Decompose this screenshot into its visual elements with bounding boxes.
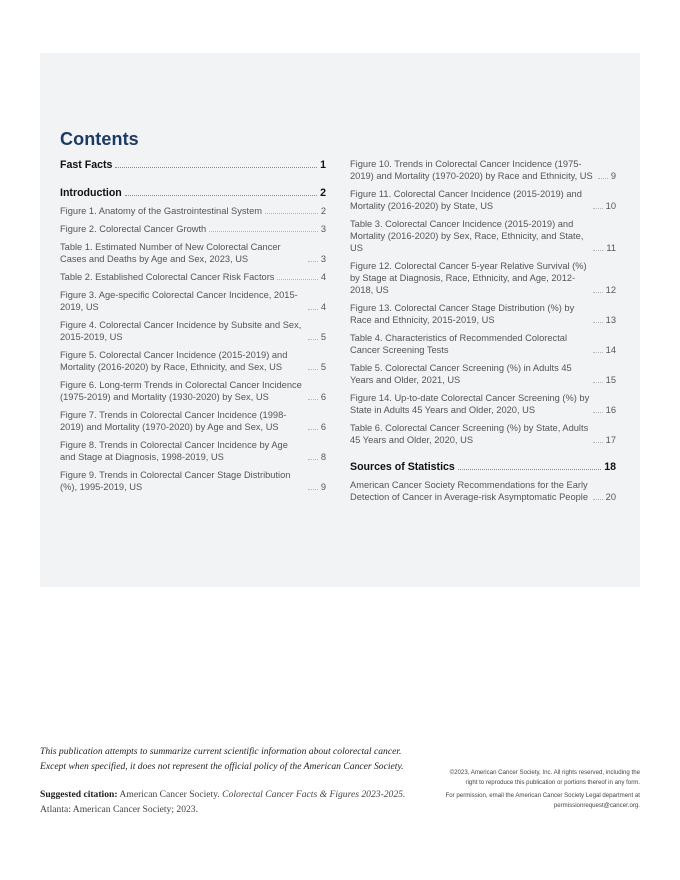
dot-leader	[598, 178, 608, 179]
toc-column-left	[60, 158, 326, 499]
toc-entry[interactable]	[60, 379, 326, 403]
toc-entry[interactable]	[60, 205, 326, 217]
toc-entry-title: Figure 3. Age-specific Colorectal Cancer Incidence, 2015-2019, US	[60, 290, 298, 312]
toc-entry-page: 6	[320, 422, 326, 432]
toc-entry-page: 8	[320, 452, 326, 462]
toc-entry-title: Table 5. Colorectal Cancer Screening (%) in Adults 45 Years and Older, 2021, US	[350, 363, 572, 385]
dot-leader	[125, 195, 317, 196]
toc-entry-title: Figure 13. Colorectal Cancer Stage Distribution (%) by Race and Ethnicity, 2015-2019, US	[350, 303, 575, 325]
dot-leader	[308, 261, 318, 262]
toc-entry[interactable]	[60, 409, 326, 433]
dot-leader	[277, 279, 317, 280]
toc-entry[interactable]	[350, 479, 616, 503]
toc-entry[interactable]	[350, 392, 616, 416]
toc-entry-title: Sources of Statistics	[350, 461, 455, 473]
copyright-notice: ©2023, American Cancer Society, Inc. All rights reserved, including the right to reproduce this publication or portions thereof in any form.	[449, 769, 640, 786]
toc-entry-page: 6	[320, 392, 326, 402]
toc-entry[interactable]	[350, 158, 616, 182]
toc-entry[interactable]	[350, 422, 616, 446]
dot-leader	[593, 208, 603, 209]
toc-entry-title: Figure 8. Trends in Colorectal Cancer Incidence by Age and Stage at Diagnosis, 1998-2019, US	[60, 440, 288, 462]
toc-entry-page: 1	[320, 159, 326, 171]
dot-leader	[593, 499, 603, 500]
toc-entry-page: 17	[605, 435, 616, 445]
dot-leader	[115, 167, 317, 168]
citation-title: Colorectal Cancer Facts & Figures 2023-2025.	[222, 789, 406, 800]
dot-leader	[593, 412, 603, 413]
toc-entry[interactable]	[60, 439, 326, 463]
toc-entry[interactable]	[350, 302, 616, 326]
toc-entry-title: Figure 14. Up-to-date Colorectal Cancer Screening (%) by State in Adults 45 Years and Older, 2020, US	[350, 393, 590, 415]
citation-publisher: Atlanta: American Cancer Society; 2023.	[40, 804, 198, 815]
toc-entry[interactable]	[60, 349, 326, 373]
toc-entry[interactable]	[60, 469, 326, 493]
toc-entry-page: 2	[320, 187, 326, 199]
toc-entry-page: 16	[605, 405, 616, 415]
dot-leader	[308, 399, 318, 400]
dot-leader	[593, 322, 603, 323]
dot-leader	[308, 309, 318, 310]
toc-entry-page: 4	[320, 302, 326, 312]
toc-entry-page: 2	[320, 206, 326, 216]
dot-leader	[265, 213, 318, 214]
toc-entry[interactable]	[350, 260, 616, 296]
dot-leader	[593, 292, 603, 293]
toc-entry-page: 14	[605, 345, 616, 355]
citation-author: American Cancer Society.	[119, 789, 220, 800]
disclaimer-line-2: Except when specified, it does not represent the official policy of the American Cancer Society.	[40, 761, 404, 772]
toc-entry-title: Figure 4. Colorectal Cancer Incidence by Subsite and Sex, 2015-2019, US	[60, 320, 302, 342]
dot-leader	[593, 250, 603, 251]
dot-leader	[308, 369, 318, 370]
toc-entry-page: 5	[320, 362, 326, 372]
dot-leader	[308, 429, 318, 430]
toc-entry[interactable]	[60, 319, 326, 343]
toc-entry-title: American Cancer Society Recommendations for the Early Detection of Cancer in Average-risk Asymptomatic People	[350, 480, 589, 502]
toc-entry-title: Table 1. Estimated Number of New Colorectal Cancer Cases and Deaths by Age and Sex, 2023, US	[60, 242, 281, 264]
toc-entry[interactable]	[350, 218, 616, 254]
toc-entry[interactable]	[60, 271, 326, 283]
page-title: Contents	[60, 129, 139, 149]
toc-entry[interactable]	[350, 332, 616, 356]
toc-entry-title: Figure 12. Colorectal Cancer 5-year Relative Survival (%) by Stage at Diagnosis, Race, Ethnicity, and Age, 2012-2018, US	[350, 261, 587, 295]
toc-entry-title: Introduction	[60, 187, 122, 199]
toc-entry-page: 9	[320, 482, 326, 492]
toc-entry-title: Figure 11. Colorectal Cancer Incidence (2015-2019) and Mortality (2016-2020) by State, US	[350, 189, 582, 211]
toc-entry[interactable]	[350, 460, 616, 474]
dot-leader	[308, 489, 318, 490]
disclaimer-line-1: This publication attempts to summarize current scientific information about colorectal cancer.	[40, 746, 402, 757]
toc-entry-title: Figure 6. Long-term Trends in Colorectal Cancer Incidence (1975-2019) and Mortality (1930-2020) by Sex, US	[60, 380, 302, 402]
toc-entry-title: Figure 2. Colorectal Cancer Growth	[60, 224, 207, 234]
toc-entry-page: 10	[605, 201, 616, 211]
toc-column-right	[350, 158, 616, 509]
toc-entry-title: Figure 9. Trends in Colorectal Cancer Stage Distribution (%), 1995-2019, US	[60, 470, 291, 492]
toc-entry-page: 13	[605, 315, 616, 325]
toc-entry[interactable]	[350, 362, 616, 386]
toc-entry[interactable]	[60, 223, 326, 235]
toc-entry-page: 20	[605, 492, 616, 502]
toc-entry[interactable]	[60, 241, 326, 265]
toc-entry-title: Fast Facts	[60, 159, 113, 171]
footer-notes	[40, 744, 460, 817]
toc-entry-title: Table 4. Characteristics of Recommended Colorectal Cancer Screening Tests	[350, 333, 568, 355]
toc-entry-page: 4	[320, 272, 326, 282]
toc-entry-title: Table 3. Colorectal Cancer Incidence (2015-2019) and Mortality (2016-2020) by Sex, Race, Ethnicity, and State, US	[350, 219, 584, 253]
toc-entry-page: 3	[320, 254, 326, 264]
dot-leader	[593, 442, 603, 443]
permission-notice: For permission, email the American Cancer Society Legal department at permissionrequest@cancer.org.	[445, 792, 640, 809]
legal-notes	[440, 768, 640, 814]
toc-entry-title: Table 6. Colorectal Cancer Screening (%) by State, Adults 45 Years and Older, 2020, US	[350, 423, 589, 445]
toc-entry-page: 12	[605, 285, 616, 295]
dot-leader	[308, 459, 318, 460]
toc-entry-page: 5	[320, 332, 326, 342]
toc-entry[interactable]	[350, 188, 616, 212]
toc-entry-page: 15	[605, 375, 616, 385]
toc-entry-page: 9	[610, 171, 616, 181]
toc-entry-title: Table 2. Established Colorectal Cancer Risk Factors	[60, 272, 275, 282]
toc-entry-page: 11	[606, 243, 616, 253]
toc-entry-title: Figure 1. Anatomy of the Gastrointestinal System	[60, 206, 263, 216]
dot-leader	[593, 352, 603, 353]
dot-leader	[458, 469, 601, 470]
disclaimer	[40, 744, 460, 774]
dot-leader	[209, 231, 318, 232]
toc-entry[interactable]	[60, 158, 326, 172]
toc-entry-title: Figure 10. Trends in Colorectal Cancer Incidence (1975-2019) and Mortality (1970-2020) by Race and Ethnicity, US	[350, 159, 593, 181]
toc-entry-title: Figure 7. Trends in Colorectal Cancer Incidence (1998-2019) and Mortality (1970-2020) by Age and Sex, US	[60, 410, 287, 432]
dot-leader	[308, 339, 318, 340]
toc-entry-page: 18	[604, 461, 616, 473]
toc-entry-title: Figure 5. Colorectal Cancer Incidence (2015-2019) and Mortality (2016-2020) by Race, Ethnicity, and Sex, US	[60, 350, 288, 372]
citation-label: Suggested citation:	[40, 789, 118, 800]
toc-entry-page: 3	[320, 224, 326, 234]
suggested-citation	[40, 787, 460, 817]
toc-entry[interactable]	[60, 186, 326, 200]
dot-leader	[593, 382, 603, 383]
toc-entry[interactable]	[60, 289, 326, 313]
